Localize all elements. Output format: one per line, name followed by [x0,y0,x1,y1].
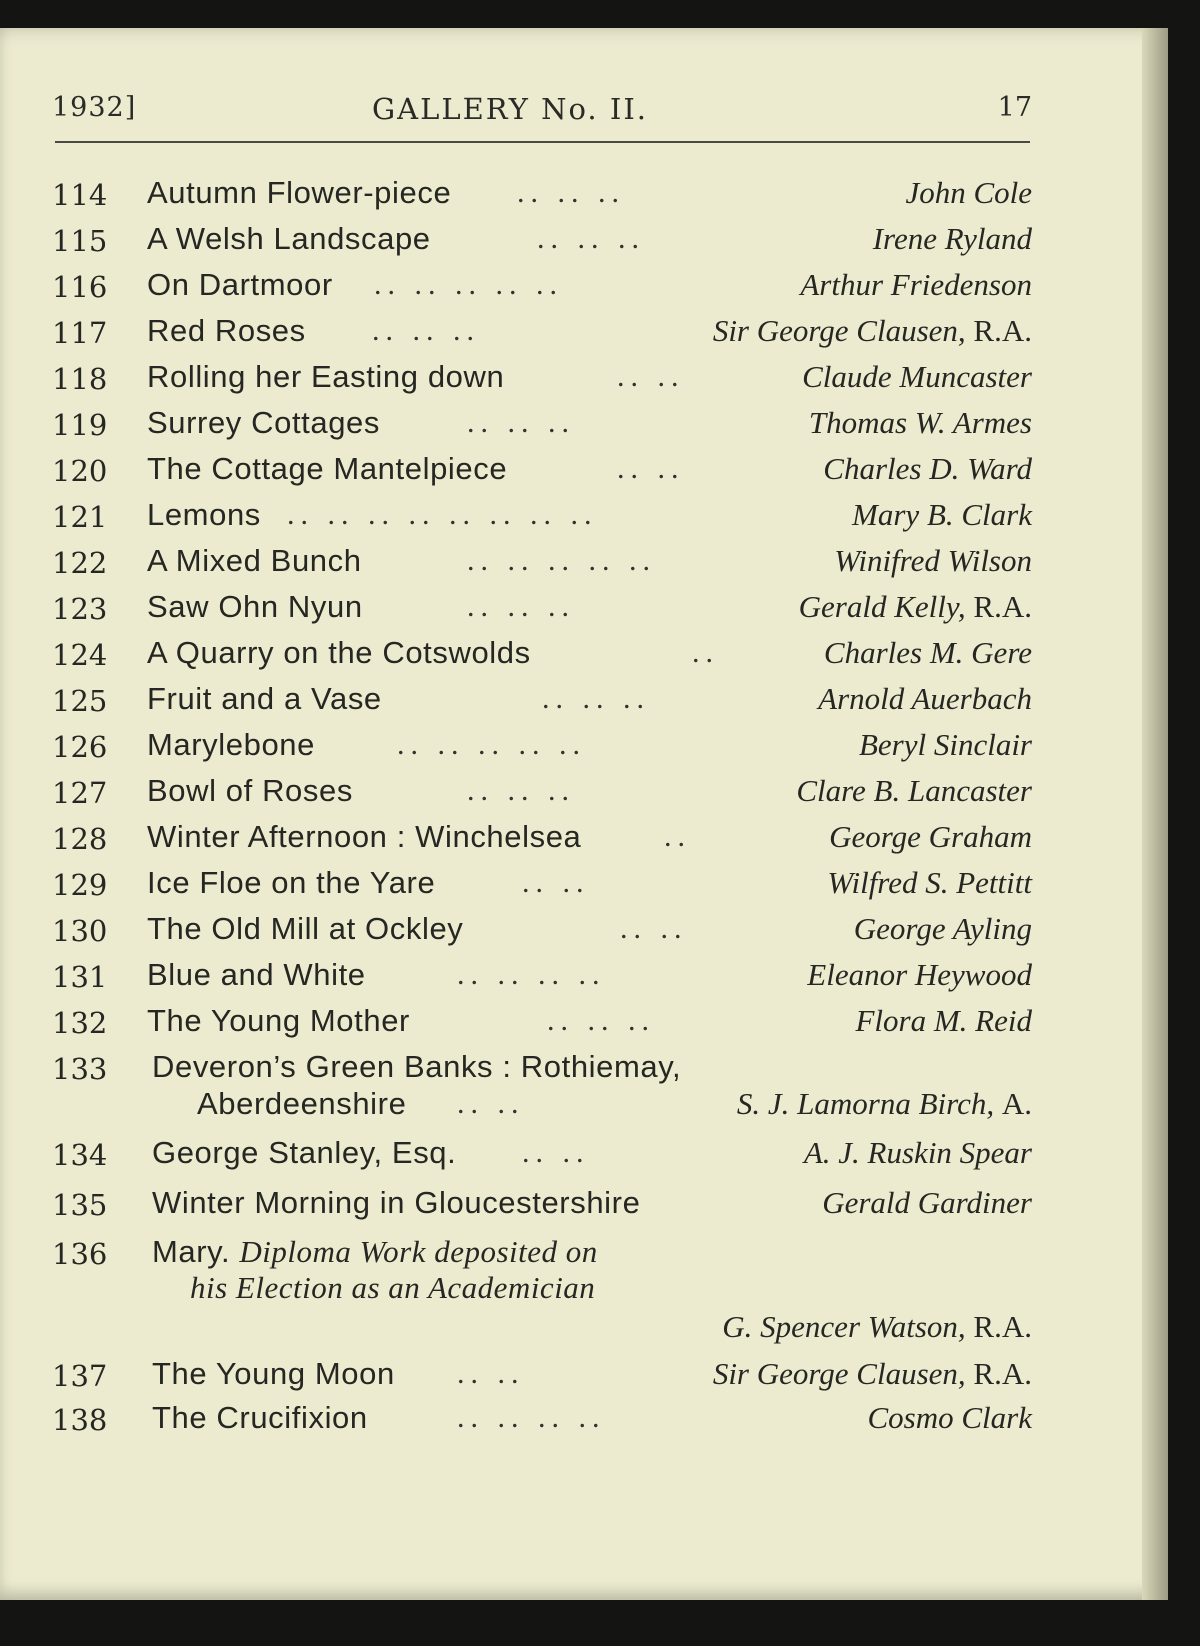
entry-126 [52,722,1032,768]
entry-title: Winter Afternoon : Winchelsea [147,819,582,854]
dot-leader: .. .. .. [467,774,575,807]
entry-artist: George Graham [829,819,1032,854]
dot-leader: .. [692,636,719,669]
dot-leader: .. .. .. .. .. [374,268,563,301]
entry-title: A Welsh Landscape [147,221,431,256]
entry-artist: Clare B. Lancaster [796,773,1032,808]
entry-title: Rolling her Easting down [147,359,505,394]
entry-artist: A. J. Ruskin Spear [803,1135,1032,1170]
dot-leader: .. [664,820,691,853]
entry-117 [52,308,1032,354]
entry-number: 129 [52,868,108,902]
entry-128 [52,814,1032,860]
dot-leader: .. .. .. [372,314,480,347]
entry-number: 125 [52,684,108,718]
dot-leader: .. .. [617,360,685,393]
dot-leader: .. .. .. .. .. .. .. .. [287,498,598,531]
entry-number: 138 [52,1403,108,1437]
entry-130 [52,906,1032,952]
entry-123 [52,584,1032,630]
entry-note-continued: his Election as an Academician [190,1270,596,1305]
entry-number: 119 [52,408,108,442]
entry-number: 131 [52,960,108,994]
header-rule [55,141,1030,143]
entry-artist: Beryl Sinclair [858,727,1032,762]
entry-number: 126 [52,730,108,764]
page-edge-shadow [1142,28,1168,1600]
entry-artist: Thomas W. Armes [808,405,1032,440]
entry-artist: Gerald Kelly, R.A. [798,589,1032,624]
entry-title: Lemons [147,497,261,532]
entry-number: 121 [52,500,108,534]
dot-leader: .. .. .. .. [457,958,606,991]
entry-artist: Flora M. Reid [855,1003,1032,1038]
entry-118 [52,354,1032,400]
entry-title: Mary. Diploma Work deposited on [152,1234,598,1269]
dot-leader: .. .. [620,912,688,945]
entry-115 [52,216,1032,262]
entry-131 [52,952,1032,998]
entry-134 [52,1128,1032,1178]
entry-125 [52,676,1032,722]
entry-artist: John Cole [905,175,1032,210]
entry-title: Ice Floe on the Yare [147,865,436,900]
dot-leader: .. .. .. [537,222,645,255]
dot-leader: .. .. [457,1357,525,1390]
entry-119 [52,400,1032,446]
dot-leader: .. .. .. [467,406,575,439]
entry-title: A Mixed Bunch [147,543,362,578]
entry-title: Marylebone [147,727,315,762]
entry-number: 117 [52,316,108,350]
entry-artist: S. J. Lamorna Birch, A. [736,1086,1032,1121]
dot-leader: .. .. [617,452,685,485]
entry-title: The Old Mill at Ockley [147,911,464,946]
entry-artist: Arthur Friedenson [800,267,1032,302]
entry-number: 120 [52,454,108,488]
entry-title: George Stanley, Esq. [152,1135,457,1170]
entry-title: Fruit and a Vase [147,681,382,716]
dot-leader: .. .. .. .. [457,1401,606,1434]
dot-leader: .. .. [457,1087,525,1120]
header-title: GALLERY No. II. [372,92,648,126]
entry-artist: Mary B. Clark [852,497,1032,532]
dot-leader: .. .. .. [467,590,575,623]
entry-136 [52,1234,1032,1348]
entry-132 [52,998,1032,1044]
entry-number: 136 [52,1237,108,1271]
entry-number: 115 [52,224,108,258]
entry-artist: Gerald Gardiner [822,1185,1032,1220]
entry-number: 127 [52,776,108,810]
entry-artist: Arnold Auerbach [818,681,1032,716]
entry-artist: Irene Ryland [872,221,1032,256]
entry-number: 116 [52,270,108,304]
entry-122 [52,538,1032,584]
entry-artist: Claude Muncaster [802,359,1032,394]
dot-leader: .. .. [522,1136,590,1169]
entry-title-continued: Aberdeenshire [197,1086,407,1121]
entry-title: A Quarry on the Cotswolds [147,635,531,670]
page-header [52,92,1032,132]
entry-title: Deveron’s Green Banks : Rothiemay, [152,1049,682,1084]
entry-number: 134 [52,1138,108,1172]
entry-title: The Crucifixion [152,1400,368,1435]
entry-title: Saw Ohn Nyun [147,589,363,624]
entry-number: 114 [52,178,108,212]
entry-title: The Cottage Mantelpiece [147,451,508,486]
entry-artist: Charles D. Ward [823,451,1032,486]
entry-121 [52,492,1032,538]
header-year: 1932] [52,92,137,123]
entry-116 [52,262,1032,308]
entry-note: Diploma Work deposited on [239,1234,598,1269]
dot-leader: .. .. .. [542,682,650,715]
entry-title: Autumn Flower-piece [147,175,452,210]
entry-number: 128 [52,822,108,856]
entry-120 [52,446,1032,492]
entry-list [52,170,1032,1440]
entry-number: 124 [52,638,108,672]
entry-114 [52,170,1032,216]
entry-artist: Sir George Clausen, R.A. [712,1356,1032,1391]
entry-138 [52,1396,1032,1440]
entry-title: Blue and White [147,957,366,992]
entry-number: 122 [52,546,108,580]
entry-137 [52,1352,1032,1396]
entry-artist: Wilfred S. Pettitt [827,865,1032,900]
entry-number: 132 [52,1006,108,1040]
entry-title: Winter Morning in Gloucestershire [152,1185,641,1220]
entry-artist: G. Spencer Watson, R.A. [722,1309,1032,1344]
entry-title: Red Roses [147,313,306,348]
dot-leader: .. .. .. .. .. [467,544,656,577]
entry-number: 118 [52,362,108,396]
entry-artist: George Ayling [853,911,1032,946]
entry-title: On Dartmoor [147,267,333,302]
entry-135 [52,1178,1032,1228]
entry-artist: Winifred Wilson [834,543,1032,578]
dot-leader: .. .. .. .. .. [397,728,586,761]
entry-133 [52,1050,1032,1124]
entry-title: Surrey Cottages [147,405,380,440]
entry-number: 130 [52,914,108,948]
entry-number: 135 [52,1188,108,1222]
dot-leader: .. .. .. [547,1004,655,1037]
entry-number: 137 [52,1359,108,1393]
entry-124 [52,630,1032,676]
entry-number: 133 [52,1052,108,1086]
entry-artist: Charles M. Gere [823,635,1032,670]
entry-number: 123 [52,592,108,626]
entry-title: The Young Mother [147,1003,410,1038]
entry-artist: Sir George Clausen, R.A. [712,313,1032,348]
entry-artist: Eleanor Heywood [807,957,1032,992]
entry-title: The Young Moon [152,1356,395,1391]
dot-leader: .. .. [522,866,590,899]
entry-129 [52,860,1032,906]
entry-127 [52,768,1032,814]
entry-title: Bowl of Roses [147,773,353,808]
dot-leader: .. .. .. [517,176,625,209]
header-page-number: 17 [997,92,1032,123]
entry-artist: Cosmo Clark [867,1400,1032,1435]
